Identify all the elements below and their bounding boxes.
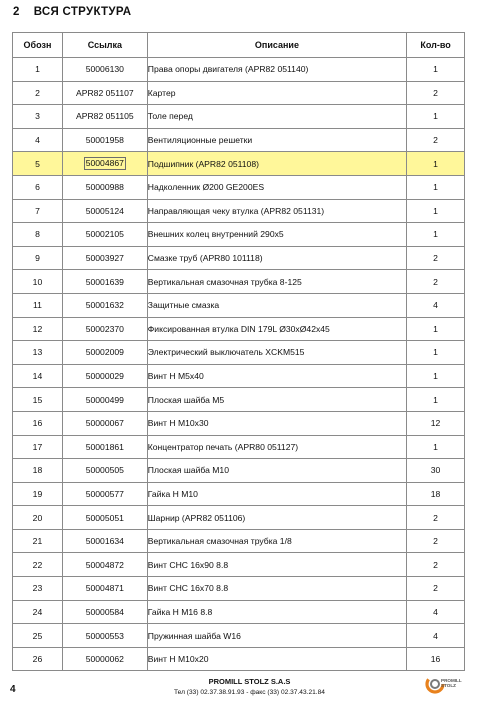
cell-qty: 1 xyxy=(407,175,465,199)
cell-ref: APR82 051105 xyxy=(62,105,147,129)
cell-desc: Плоская шайба M5 xyxy=(147,388,406,412)
cell-desc: Винт CHC 16x90 8.8 xyxy=(147,553,406,577)
highlighted-ref: 50004867 xyxy=(85,158,124,169)
cell-ref: 50000499 xyxy=(62,388,147,412)
table-row xyxy=(13,105,465,129)
table-row xyxy=(13,435,465,459)
cell-desc: Толе перед xyxy=(147,105,406,129)
cell-desc: Электрический выключатель XCKM515 xyxy=(147,341,406,365)
cell-desc: Вертикальная смазочная трубка 8-125 xyxy=(147,270,406,294)
cell-qty: 30 xyxy=(407,459,465,483)
cell-qty: 2 xyxy=(407,81,465,105)
promill-stolz-logo xyxy=(425,671,469,697)
section-number: 2 xyxy=(13,6,20,18)
table-row xyxy=(13,553,465,577)
cell-qty: 2 xyxy=(407,506,465,530)
table-row xyxy=(13,388,465,412)
cell-desc: Картер xyxy=(147,81,406,105)
cell-desc: Фиксированная втулка DIN 179L Ø30xØ42x45 xyxy=(147,317,406,341)
page-number: 4 xyxy=(10,684,16,695)
cell-desc: Подшипник (APR82 051108) xyxy=(147,152,406,176)
table-row xyxy=(13,128,465,152)
logo-text xyxy=(441,678,462,688)
header-ref: Ссылка xyxy=(62,33,147,58)
cell-ref: 50000029 xyxy=(62,364,147,388)
cell-pos: 16 xyxy=(13,411,63,435)
cell-qty: 1 xyxy=(407,341,465,365)
cell-ref: 50002105 xyxy=(62,223,147,247)
cell-pos: 6 xyxy=(13,175,63,199)
table-row xyxy=(13,341,465,365)
logo-text-line: PROMILL xyxy=(441,678,462,683)
cell-pos: 21 xyxy=(13,529,63,553)
table-row xyxy=(13,270,465,294)
header-desc: Описание xyxy=(147,33,406,58)
table-row xyxy=(13,506,465,530)
cell-qty: 1 xyxy=(407,223,465,247)
cell-pos: 13 xyxy=(13,341,63,365)
cell-ref: 50002370 xyxy=(62,317,147,341)
cell-desc: Винт H M10x20 xyxy=(147,647,406,671)
cell-pos: 18 xyxy=(13,459,63,483)
table-row xyxy=(13,364,465,388)
cell-qty: 4 xyxy=(407,293,465,317)
cell-pos: 15 xyxy=(13,388,63,412)
cell-desc: Концентратор печать (APR80 051127) xyxy=(147,435,406,459)
logo-text-line: STOLZ xyxy=(441,683,456,688)
cell-pos: 10 xyxy=(13,270,63,294)
cell-ref: 50004872 xyxy=(62,553,147,577)
cell-desc: Надколенник Ø200 GE200ES xyxy=(147,175,406,199)
cell-desc: Защитные смазка xyxy=(147,293,406,317)
cell-qty: 1 xyxy=(407,152,465,176)
cell-desc: Смазке труб (APR80 101118) xyxy=(147,246,406,270)
cell-ref: 50006130 xyxy=(62,58,147,82)
cell-desc: Вертикальная смазочная трубка 1/8 xyxy=(147,529,406,553)
cell-desc: Шарнир (APR82 051106) xyxy=(147,506,406,530)
cell-qty: 2 xyxy=(407,246,465,270)
cell-ref: 50001632 xyxy=(62,293,147,317)
cell-qty: 1 xyxy=(407,435,465,459)
cell-ref: 50000584 xyxy=(62,600,147,624)
cell-pos: 4 xyxy=(13,128,63,152)
cell-qty: 4 xyxy=(407,624,465,648)
table-row xyxy=(13,175,465,199)
cell-desc: Гайка H M16 8.8 xyxy=(147,600,406,624)
cell-pos: 3 xyxy=(13,105,63,129)
cell-ref: 50004871 xyxy=(62,577,147,601)
cell-ref: 50001861 xyxy=(62,435,147,459)
cell-pos: 22 xyxy=(13,553,63,577)
header-pos: Обозн xyxy=(13,33,63,58)
table-row xyxy=(13,411,465,435)
cell-desc: Направляющая чеку втулка (APR82 051131) xyxy=(147,199,406,223)
table-body xyxy=(13,58,465,671)
cell-desc: Винт CHC 16x70 8.8 xyxy=(147,577,406,601)
cell-ref: 50000067 xyxy=(62,411,147,435)
cell-qty: 12 xyxy=(407,411,465,435)
table-row xyxy=(13,529,465,553)
cell-qty: 18 xyxy=(407,482,465,506)
cell-pos: 7 xyxy=(13,199,63,223)
cell-qty: 1 xyxy=(407,317,465,341)
header-qty: Кол-во xyxy=(407,33,465,58)
cell-qty: 4 xyxy=(407,600,465,624)
cell-desc: Внешних колец внутренний 290x5 xyxy=(147,223,406,247)
cell-qty: 2 xyxy=(407,577,465,601)
table-row xyxy=(13,58,465,82)
cell-qty: 1 xyxy=(407,364,465,388)
cell-desc: Права опоры двигателя (APR82 051140) xyxy=(147,58,406,82)
cell-ref xyxy=(62,152,147,176)
cell-ref: 50001639 xyxy=(62,270,147,294)
cell-qty: 2 xyxy=(407,529,465,553)
company-contact: Тел (33) 02.37.38.91.93 - факс (33) 02.37.43.21.84 xyxy=(174,689,325,696)
cell-ref: 50000553 xyxy=(62,624,147,648)
table-row xyxy=(13,223,465,247)
cell-desc: Гайка H M10 xyxy=(147,482,406,506)
table-row xyxy=(13,600,465,624)
cell-pos: 24 xyxy=(13,600,63,624)
cell-pos: 19 xyxy=(13,482,63,506)
table-row xyxy=(13,647,465,671)
cell-ref: 50001958 xyxy=(62,128,147,152)
table-row xyxy=(13,317,465,341)
table-row xyxy=(13,459,465,483)
cell-ref: 50000505 xyxy=(62,459,147,483)
cell-pos: 8 xyxy=(13,223,63,247)
cell-pos: 1 xyxy=(13,58,63,82)
table-row xyxy=(13,246,465,270)
cell-ref: APR82 051107 xyxy=(62,81,147,105)
cell-ref: 50000988 xyxy=(62,175,147,199)
cell-pos: 9 xyxy=(13,246,63,270)
cell-pos: 12 xyxy=(13,317,63,341)
table-row xyxy=(13,577,465,601)
table-header-row xyxy=(13,33,465,58)
cell-qty: 2 xyxy=(407,553,465,577)
cell-qty: 2 xyxy=(407,128,465,152)
cell-ref: 50005051 xyxy=(62,506,147,530)
cell-desc: Пружинная шайба W16 xyxy=(147,624,406,648)
cell-qty: 1 xyxy=(407,105,465,129)
cell-desc: Винт H M10x30 xyxy=(147,411,406,435)
cell-qty: 1 xyxy=(407,199,465,223)
cell-ref: 50003927 xyxy=(62,246,147,270)
cell-pos: 17 xyxy=(13,435,63,459)
cell-qty: 16 xyxy=(407,647,465,671)
company-name: PROMILL STOLZ S.A.S xyxy=(208,677,291,686)
section-title: ВСЯ СТРУКТУРА xyxy=(33,6,132,18)
table-row xyxy=(13,293,465,317)
cell-pos: 11 xyxy=(13,293,63,317)
cell-pos: 5 xyxy=(13,152,63,176)
cell-pos: 20 xyxy=(13,506,63,530)
cell-ref: 50005124 xyxy=(62,199,147,223)
cell-ref: 50002009 xyxy=(62,341,147,365)
cell-pos: 25 xyxy=(13,624,63,648)
table-row xyxy=(13,152,465,176)
cell-qty: 1 xyxy=(407,58,465,82)
table-row xyxy=(13,81,465,105)
table-row xyxy=(13,482,465,506)
table-row xyxy=(13,199,465,223)
cell-pos: 14 xyxy=(13,364,63,388)
cell-desc: Вентиляционные решетки xyxy=(147,128,406,152)
cell-qty: 1 xyxy=(407,388,465,412)
section-heading xyxy=(13,6,131,18)
table-row xyxy=(13,624,465,648)
cell-pos: 26 xyxy=(13,647,63,671)
parts-table xyxy=(12,32,465,671)
cell-pos: 23 xyxy=(13,577,63,601)
cell-desc: Винт H M5x40 xyxy=(147,364,406,388)
cell-ref: 50000062 xyxy=(62,647,147,671)
cell-pos: 2 xyxy=(13,81,63,105)
cell-ref: 50001634 xyxy=(62,529,147,553)
cell-qty: 2 xyxy=(407,270,465,294)
cell-ref: 50000577 xyxy=(62,482,147,506)
cell-desc: Плоская шайба M10 xyxy=(147,459,406,483)
